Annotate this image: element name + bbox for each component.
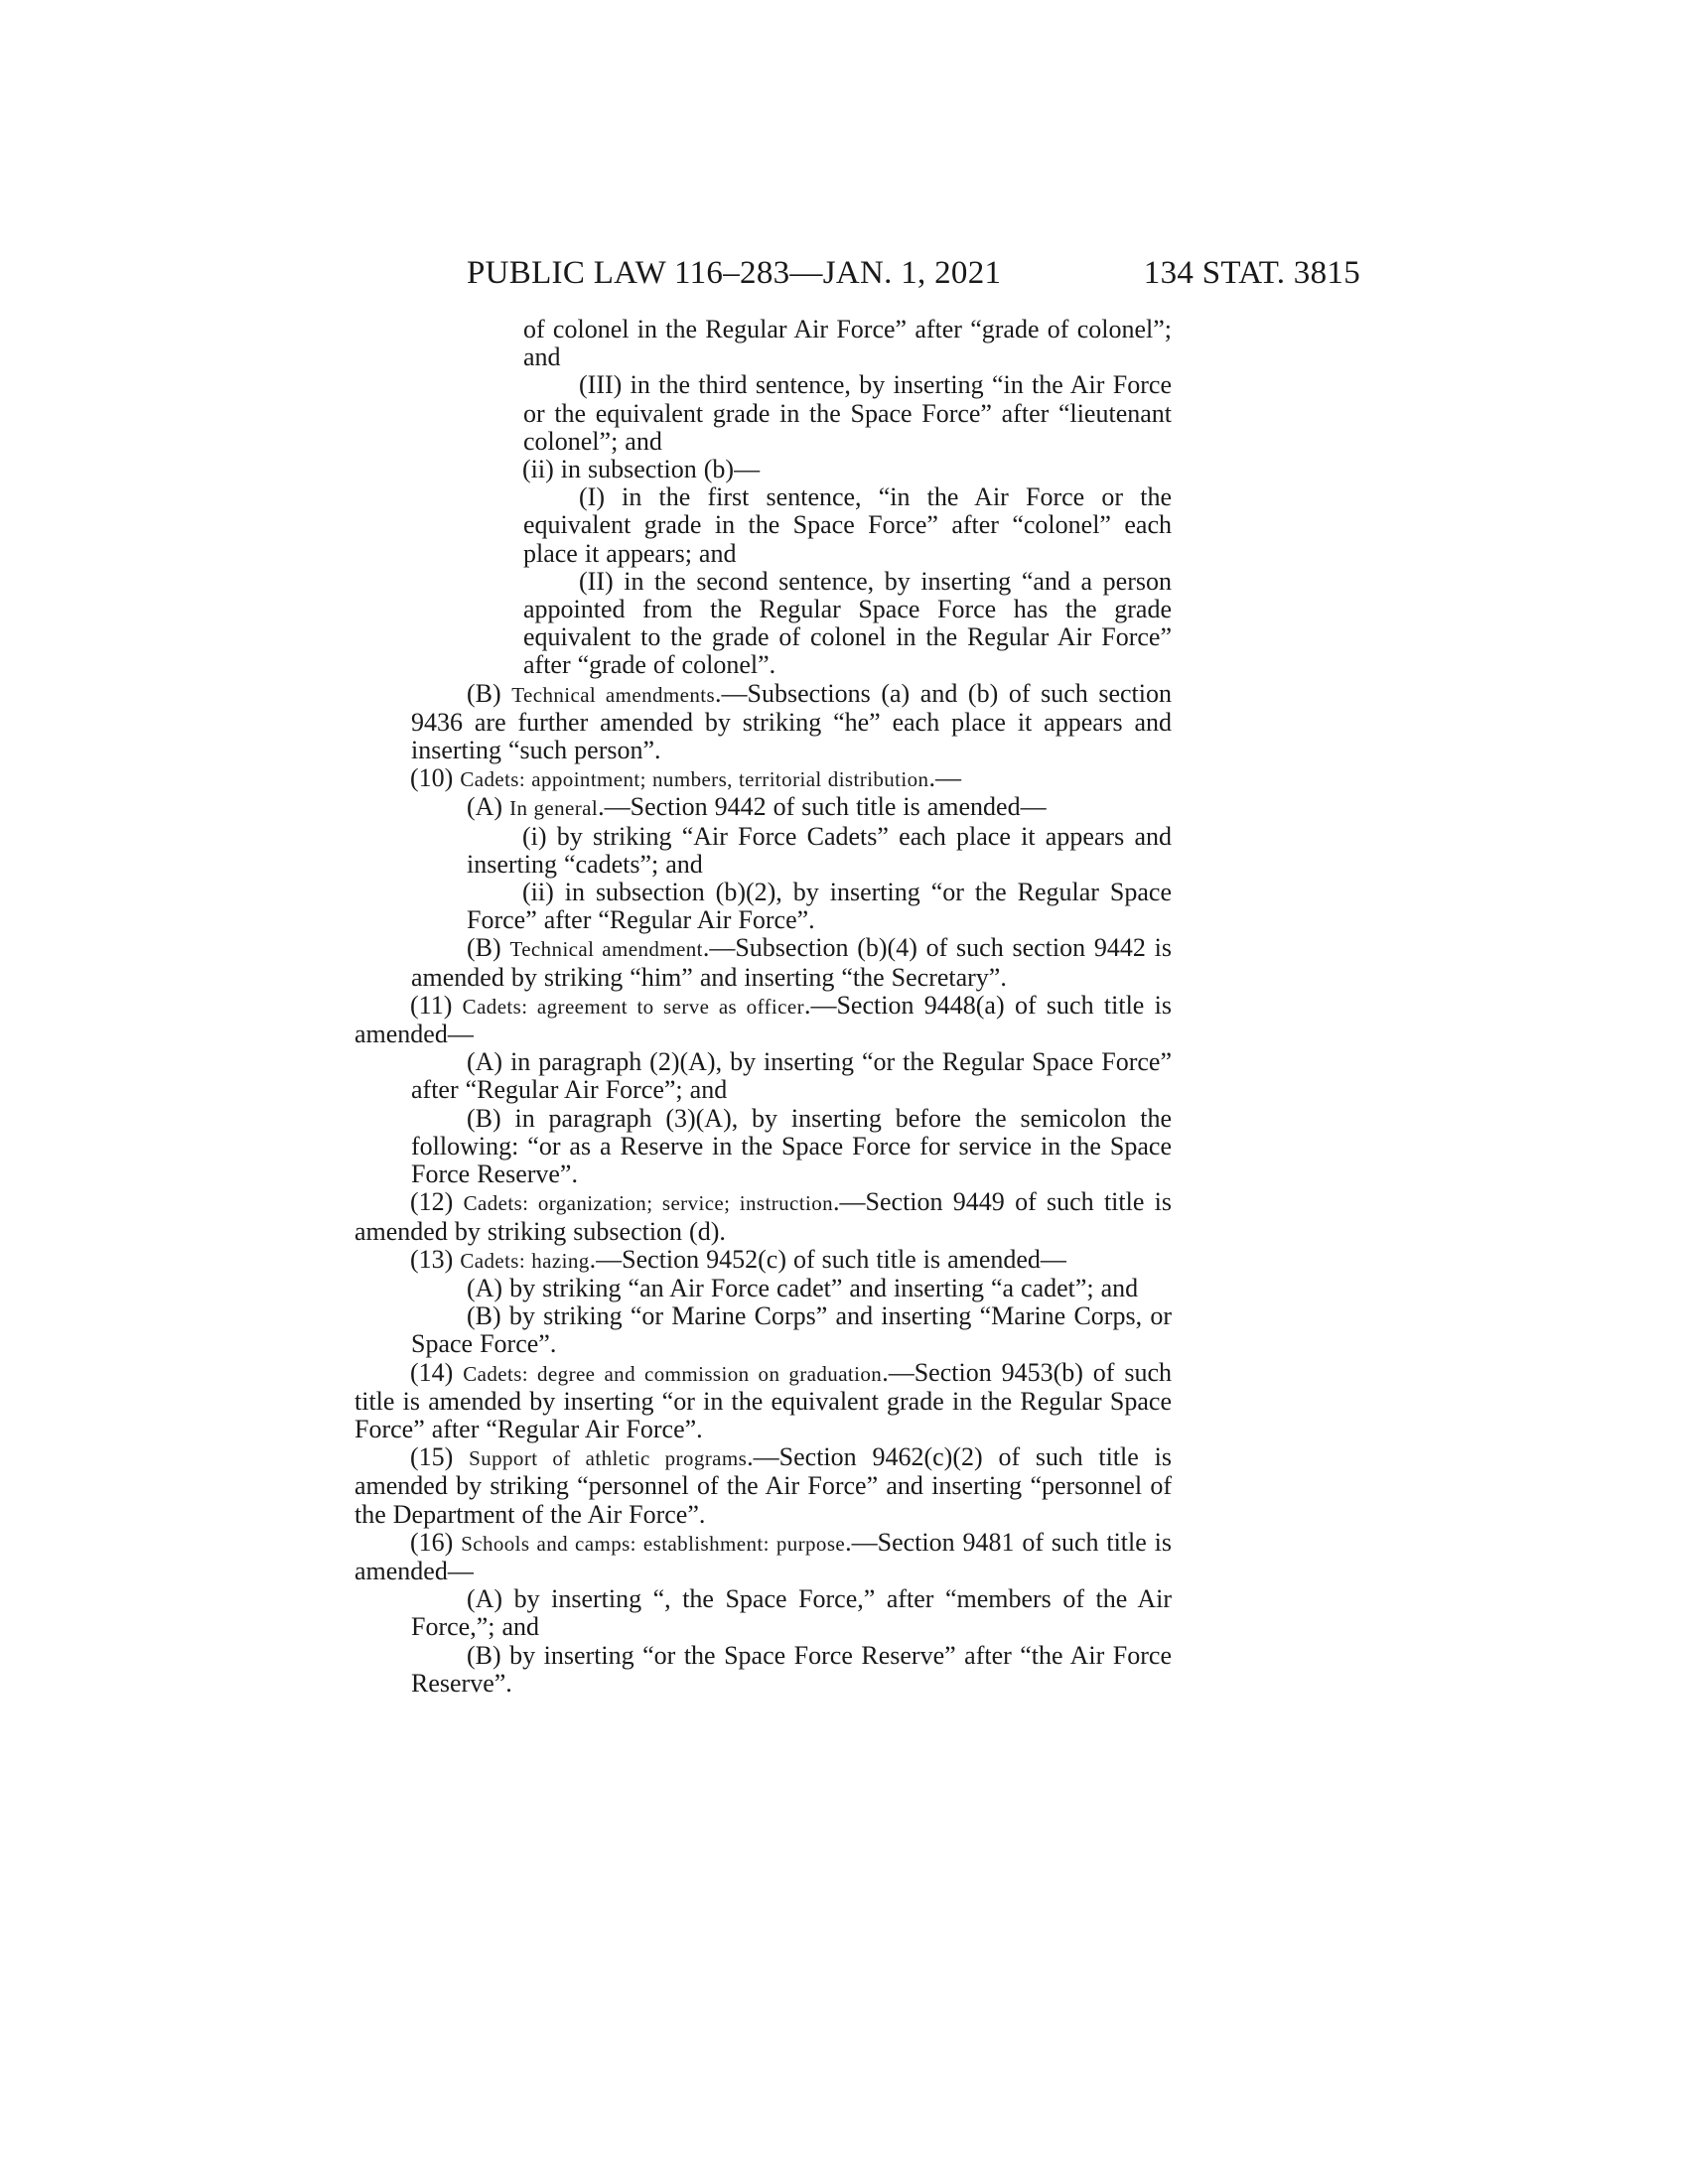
paragraph: (B) by striking “or Marine Corps” and inserting “Marine Corps, or Space Force”.	[411, 1301, 1172, 1359]
paragraph: (B) in paragraph (3)(A), by inserting before the semicolon the following: “or as a Reserve in the Space Force for service in the Space Force Reserve”.	[411, 1103, 1172, 1189]
paragraph: (A) by inserting “, the Space Force,” after “members of the Air Force,”; and	[411, 1584, 1172, 1642]
paragraph: (15) Support of athletic programs.—Section 9462(c)(2) of such title is amended by striking “personnel of the Air Force” and inserting “personnel of the Department of the Air Force”.	[354, 1442, 1172, 1529]
paragraph: (i) by striking “Air Force Cadets” each place it appears and inserting “cadets”; and	[467, 821, 1172, 879]
paragraph: (II) in the second sentence, by inserting “and a person appointed from the Regular Space Force has the grade equivalent to the grade of colonel in the Regular Air Force” after “grade of colonel”.	[523, 566, 1172, 680]
paragraph: of colonel in the Regular Air Force” after “grade of colonel”; and	[523, 315, 1172, 372]
paragraph: (B) Technical amendment.—Subsection (b)(4) of such section 9442 is amended by striking “him” and inserting “the Secretary”.	[411, 933, 1172, 992]
paragraph: (A) in paragraph (2)(A), by inserting “or the Regular Space Force” after “Regular Air Force”; and	[411, 1047, 1172, 1105]
paragraph: (ii) in subsection (b)—	[522, 455, 761, 484]
public-law-citation: PUBLIC LAW 116–283—JAN. 1, 2021	[467, 255, 1002, 291]
paragraph: (14) Cadets: degree and commission on graduation.—Section 9453(b) of such title is amended by inserting “or in the equivalent grade in the Regular Space Force” after “Regular Air Force”.	[354, 1357, 1172, 1443]
small-caps-heading: Cadets: organization; service; instruction	[463, 1191, 834, 1216]
paragraph: (I) in the first sentence, “in the Air Force or the equivalent grade in the Space Force” after “colonel” each place it appears; and	[523, 482, 1172, 568]
paragraph: (A) by striking “an Air Force cadet” and inserting “a cadet”; and	[467, 1273, 1139, 1302]
paragraph: (13) Cadets: hazing.—Section 9452(c) of such title is amended—	[410, 1244, 1066, 1274]
paragraph: (16) Schools and camps: establishment: purpose.—Section 9481 of such title is amended—	[354, 1527, 1172, 1585]
paragraph: (A) In general.—Section 9442 of such title is amended—	[467, 792, 1047, 822]
small-caps-heading: Cadets: degree and commission on graduation	[463, 1361, 883, 1386]
document-body	[0, 316, 1688, 1698]
small-caps-heading: Cadets: hazing	[460, 1248, 590, 1273]
paragraph: (11) Cadets: agreement to serve as officer.—Section 9448(a) of such title is amended—	[354, 990, 1172, 1049]
stat-page-number: 134 STAT. 3815	[1143, 255, 1360, 291]
paragraph: (III) in the third sentence, by inserting “in the Air Force or the equivalent grade in the Space Force” after “lieutenant colonel”; and	[523, 370, 1172, 456]
small-caps-heading: Support of athletic programs	[469, 1446, 748, 1471]
page-header	[467, 248, 1360, 298]
small-caps-heading: Technical amendments	[511, 682, 716, 707]
paragraph: (B) Technical amendments.—Subsections (a) and (b) of such section 9436 are further amended by striking “he” each place it appears and inserting “such person”.	[411, 678, 1172, 765]
paragraph: (10) Cadets: appointment; numbers, territorial distribution.—	[410, 763, 961, 793]
small-caps-heading: Schools and camps: establishment: purpose	[461, 1531, 846, 1556]
paragraph: (B) by inserting “or the Space Force Reserve” after “the Air Force Reserve”.	[411, 1640, 1172, 1698]
paragraph: (12) Cadets: organization; service; instruction.—Section 9449 of such title is amended by striking subsection (d).	[354, 1187, 1173, 1246]
small-caps-heading: Cadets: agreement to serve as officer	[462, 994, 804, 1019]
small-caps-heading: Cadets: appointment; numbers, territorial distribution	[460, 767, 929, 792]
paragraph: (ii) in subsection (b)(2), by inserting “or the Regular Space Force” after “Regular Air Force”.	[467, 878, 1172, 935]
small-caps-heading: Technical amendment	[509, 937, 703, 962]
small-caps-heading: In general	[509, 796, 599, 821]
